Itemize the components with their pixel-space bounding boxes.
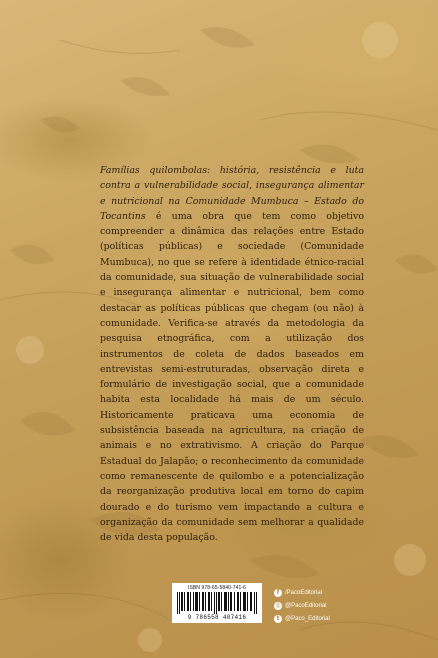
instagram-handle: @PacoEditorial xyxy=(285,602,327,609)
facebook-icon: f xyxy=(274,589,282,597)
isbn-label: ISBN 978-65-5840-741-6 xyxy=(187,585,247,591)
social-instagram[interactable] xyxy=(274,599,384,612)
twitter-icon: t xyxy=(274,615,282,623)
barcode-bars xyxy=(176,592,258,614)
instagram-icon: ◎ xyxy=(275,601,281,609)
back-cover-blurb xyxy=(100,163,364,545)
blurb-body: é uma obra que tem como objetivo compreender a dinâmica das relações entre Estado (políticas públicas) e sociedade (Comunidade Mumbuca), no que se refere à identidade étnico-racial da comunidade, sua situação de vulnerabilidade social e insegurança alimentar e nutricional, bem como destacar as políticas públicas que chegam (ou não) à comunidade. Verifica-se através da metodologia da pesquisa etnográfica, com a utilização dos instrumentos de coleta de dados baseados em entrevistas semi-estruturadas, observação direta e formulário de investigação social, que a comunidade habita esta localidade há mais de um século. Historicamente praticava uma economia de subsistência baseada na agricultura, na criação de animais e no extrativismo. A criação do Parque Estadual do Jalapão; o reconhecimento da comunidade como remanescente de quilombo e a potencialização da reorganização produtiva local em torno do capim dourado e do turismo vem impactando a cultura e organização da comunidade sem melhorar a qualidade de vida desta população. xyxy=(100,210,364,544)
social-facebook[interactable] xyxy=(274,586,384,599)
publisher-social-links xyxy=(274,586,384,625)
facebook-handle: /PacoEditorial xyxy=(285,589,323,596)
book-title: Famílias quilombolas: história, resistência e luta contra a vulnerabilidade social, insegurança alimentar e nutricional na Comunidade Mumbuca – Estado do Tocantins xyxy=(100,165,364,222)
social-twitter[interactable] xyxy=(274,612,384,625)
barcode xyxy=(172,583,262,623)
twitter-handle: @Paco_Editorial xyxy=(285,615,330,622)
barcode-digits: 9 786558 407416 xyxy=(187,614,247,621)
